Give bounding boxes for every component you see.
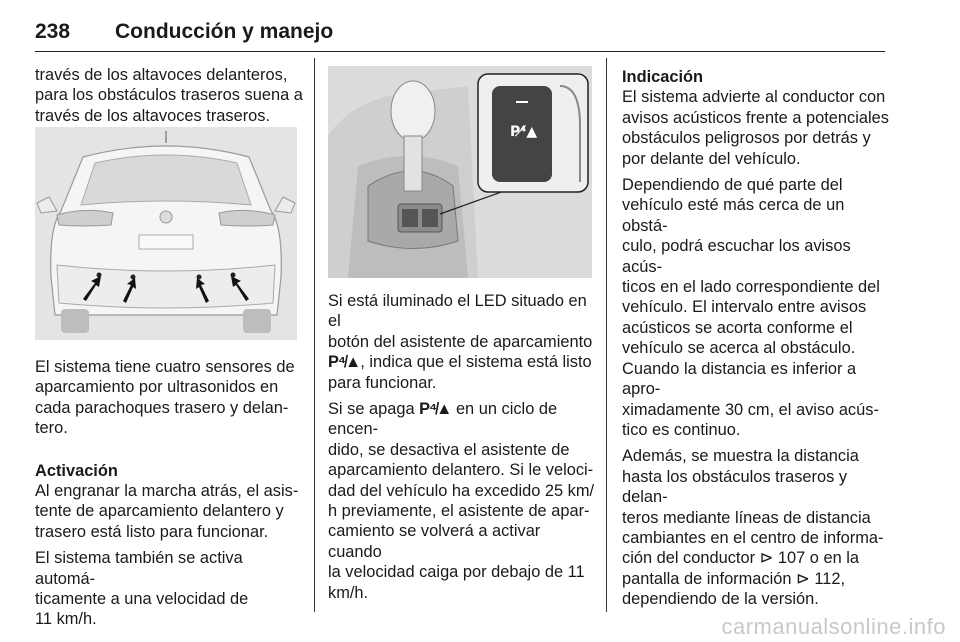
page-header: [35, 18, 885, 52]
text-line: para los obstáculos traseros suena a: [35, 86, 303, 105]
text-line: teros mediante líneas de distancia: [622, 508, 871, 527]
indication-heading: Indicación: [622, 68, 704, 86]
text-line: través de los altavoces traseros.: [35, 106, 271, 125]
parking-button-figure: [328, 66, 592, 278]
parking-assist-symbol: P⁴̸▲: [419, 400, 452, 419]
text-line: ticos en el lado correspondiente del: [622, 278, 880, 297]
parking-assist-symbol: P⁴̸▲: [328, 353, 361, 372]
text-line: tico es continuo.: [622, 420, 741, 439]
page-reference-arrow-icon[interactable]: ⊳: [759, 549, 774, 568]
column-divider-2: [606, 58, 607, 612]
column-1: [35, 65, 307, 126]
text-line: avisos acústicos frente a potenciales: [622, 108, 889, 127]
activation-heading: Activación: [35, 461, 118, 480]
column-2: [328, 291, 598, 603]
activation-paragraph: [35, 481, 307, 542]
text-line: camiento se volverá a activar cuando: [328, 522, 541, 561]
text-line: culo, podrá escuchar los avisos acús-: [622, 237, 851, 276]
text-line: Cuando la distancia es inferior a apro-: [622, 359, 857, 399]
text-line: aparcamiento por ultrasonidos en: [35, 378, 279, 397]
text-line: vehículo esté más cerca de un obstá-: [622, 196, 845, 235]
text-line: dido, se desactiva el asistente de: [328, 440, 570, 459]
text-line: El sistema tiene cuatro sensores de: [35, 358, 295, 376]
text-line: botón del asistente de aparcamiento: [328, 332, 593, 351]
text-line: Al engranar la marcha atrás, el asis-: [35, 482, 299, 501]
text-line: Si está iluminado el LED situado en el: [328, 292, 587, 331]
text-line: trasero está listo para funcionar.: [35, 522, 269, 541]
chapter-title: Conducción y manejo: [115, 20, 334, 43]
text-line: cambiantes en el centro de informa-: [622, 528, 884, 547]
text-line: h previamente, el asistente de apar-: [328, 502, 590, 521]
text-line: dad del vehículo ha excedido 25 km/: [328, 481, 595, 500]
console-illustration: [328, 66, 592, 278]
text-line: Dependiendo de qué parte del: [622, 176, 843, 195]
text-line: P⁴̸▲, indica que el sistema está listo: [328, 353, 592, 372]
column-3: [622, 67, 892, 610]
rear-bumper-sensors-figure: [35, 127, 297, 340]
sensors-paragraph: [35, 357, 307, 439]
switch-off-paragraph: [328, 399, 598, 603]
text-line: km/h.: [328, 583, 369, 602]
display-paragraph: [622, 446, 892, 609]
watermark: carmanualsonline.info: [721, 614, 946, 639]
column-1-lower: [35, 357, 307, 630]
text-line: ximadamente 30 cm, el aviso acús-: [622, 400, 879, 419]
text-line: tero.: [35, 419, 68, 438]
text-line: hasta los obstáculos traseros y delan-: [622, 467, 848, 507]
page-reference-arrow-icon[interactable]: ⊳: [796, 569, 810, 588]
text-line: El sistema advierte al conductor con: [622, 88, 886, 107]
text-line: obstáculos peligrosos por detrás y: [622, 129, 871, 148]
text-line: dependiendo de la versión.: [622, 590, 819, 609]
text-line: través de los altavoces delanteros,: [35, 66, 288, 84]
intro-paragraph: [35, 65, 307, 126]
auto-activation-paragraph: [35, 548, 307, 630]
car-rear-illustration: [35, 127, 297, 340]
text-line: ticamente a una velocidad de: [35, 590, 249, 609]
text-line: 11 km/h.: [35, 610, 97, 629]
text-line: Si se apaga P⁴̸▲ en un ciclo de encen-: [328, 400, 558, 439]
text-line: Además, se muestra la distancia: [622, 447, 859, 466]
text-line: vehículo. El intervalo entre avisos: [622, 298, 867, 317]
parking-button-label: P⁴̸▲: [510, 124, 538, 140]
text-line: El sistema también se activa automá-: [35, 549, 243, 588]
column-divider-1: [314, 58, 315, 612]
text-line: por delante del vehículo.: [622, 149, 801, 168]
page-number: 238: [35, 20, 71, 43]
text-line: cada parachoques trasero y delan-: [35, 398, 289, 417]
text-line: vehículo se acerca al obstáculo.: [622, 339, 856, 358]
indication-paragraph: [622, 87, 892, 169]
text-line: ción del conductor ⊳ 107 o en la: [622, 549, 859, 568]
led-paragraph: [328, 291, 598, 393]
text-line: la velocidad caiga por debajo de 11: [328, 563, 585, 582]
text-line: para funcionar.: [328, 373, 437, 392]
text-line: tente de aparcamiento delantero y: [35, 502, 284, 521]
text-line: pantalla de información ⊳ 112,: [622, 569, 846, 588]
text-line: acústicos se acorta conforme el: [622, 318, 853, 337]
distance-paragraph: [622, 175, 892, 440]
text-line: aparcamiento delantero. Si le veloci-: [328, 461, 594, 480]
